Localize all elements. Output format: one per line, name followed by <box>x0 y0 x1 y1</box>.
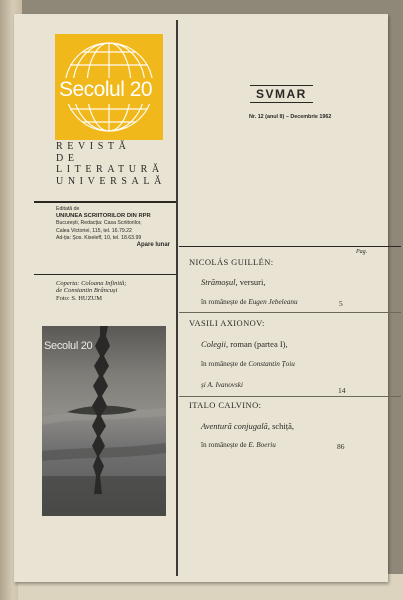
entry-translation: în românește de <box>201 298 247 306</box>
entry-page: 14 <box>338 386 346 395</box>
entry-translator: Eugen Jebeleanu <box>248 298 298 306</box>
entry-genre: , schiță, <box>267 421 295 431</box>
issue-info: Nr. 12 (anul II) – Decembrie 1962 <box>249 114 332 120</box>
entry-author: VASILI AXIONOV: <box>189 318 265 328</box>
page-column-label: Pag. <box>356 249 368 255</box>
entry-separator <box>179 396 401 397</box>
summary-title: SVMAR <box>250 85 313 103</box>
entry-translator-2: și A. Ivanovski <box>201 381 243 389</box>
publisher-info <box>56 206 174 249</box>
subtitle-line: UNIVERSALĂ <box>56 175 166 187</box>
entry-author: NICOLÁS GUILLÉN: <box>189 257 274 267</box>
entry-translation-line <box>201 360 295 368</box>
frequency: Apare lunar <box>136 242 170 249</box>
edited-by: Editată de <box>56 206 80 212</box>
entry-page: 5 <box>339 299 343 308</box>
subtitle-line: DE <box>56 152 79 164</box>
entry-translation-line <box>201 441 276 449</box>
entry-author: ITALO CALVINO: <box>189 400 262 410</box>
entry-separator <box>179 312 401 313</box>
magazine-logo <box>55 34 163 140</box>
photo-credit: Foto: S. HUZUM <box>56 294 103 302</box>
entry-genre: , versuri, <box>235 277 266 287</box>
entry-translation: în românește de <box>201 360 247 368</box>
magazine-page <box>14 14 388 582</box>
address-line: București, Redacția: Casa Scriitorilor, <box>56 220 142 227</box>
entry-work: Strămoșul <box>201 277 236 287</box>
subtitle-line: REVISTĂ <box>56 141 131 152</box>
summary-divider <box>179 246 401 247</box>
entry-translation: în românește de <box>201 441 247 449</box>
entry-genre: , roman (partea I), <box>226 339 288 349</box>
magazine-subtitle <box>56 141 166 187</box>
cover-line: Coperta: Coloana Infinită; <box>56 280 127 287</box>
address-line: Calea Victoriei, 115, tel. 16.79.22 <box>56 227 132 234</box>
entry-translator: E. Boeriu <box>248 441 276 449</box>
cover-photo <box>42 326 166 516</box>
column-divider <box>176 20 178 576</box>
entry-page: 86 <box>337 442 345 451</box>
cover-line: de Constantin Brâncuși <box>56 287 118 295</box>
address-line: Ad-ția: Șos. Kiseleff, 10, tel. 18.63.99 <box>56 234 142 241</box>
divider <box>34 201 176 203</box>
entry-title-line <box>201 421 294 431</box>
logo-title: Secolul 20 <box>59 78 153 101</box>
cover-credits <box>56 280 176 302</box>
divider <box>34 274 176 275</box>
entry-work: Colegii <box>201 339 227 349</box>
entry-translation-line <box>201 298 298 306</box>
subtitle-line: LITERATURĂ <box>56 164 164 175</box>
endless-column-image <box>42 326 166 516</box>
entry-title-line <box>201 339 288 349</box>
entry-title-line <box>201 277 265 287</box>
entry-work: Aventură conjugală <box>201 421 268 431</box>
photo-logo: Secolul 20 <box>44 340 93 352</box>
entry-translator: Constantin Țoiu <box>248 360 295 368</box>
publisher-name: UNIUNEA SCRIITORILOR DIN RPR <box>56 213 151 220</box>
